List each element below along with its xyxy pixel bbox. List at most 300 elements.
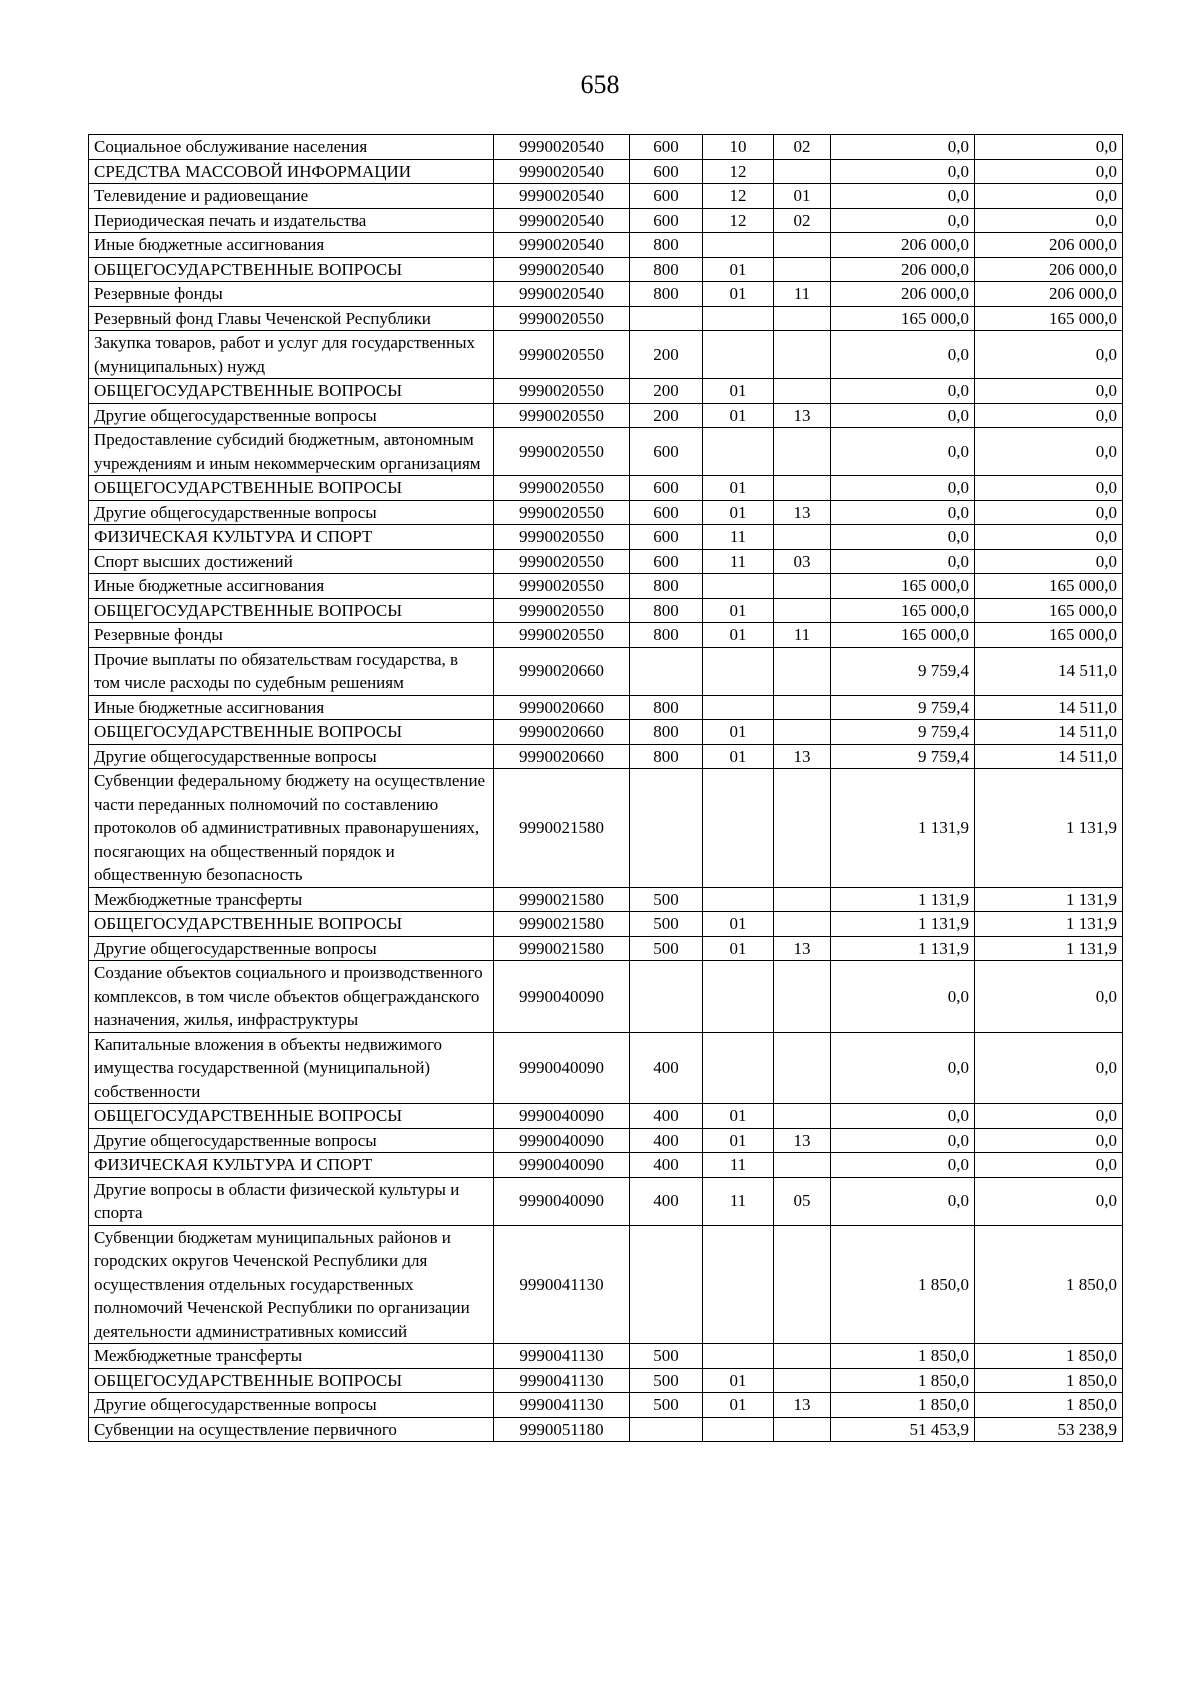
row-sum1-cell: 0,0 (831, 135, 975, 160)
row-name-cell: Субвенции бюджетам муниципальных районов и городских округов Чеченской Республики для осуществления отдельных государственных полномочий Чеченской Республики по организации деятельности административных комиссий (89, 1225, 494, 1344)
row-sum1-cell: 1 850,0 (831, 1344, 975, 1369)
row-pr-cell (774, 1225, 831, 1344)
row-name-cell: Другие общегосударственные вопросы (89, 744, 494, 769)
row-sum1-cell: 0,0 (831, 525, 975, 550)
row-sum1-cell: 0,0 (831, 1153, 975, 1178)
row-rz-cell: 11 (703, 1153, 774, 1178)
row-rz-cell: 11 (703, 525, 774, 550)
row-rz-cell: 01 (703, 1128, 774, 1153)
row-vr-cell: 800 (630, 744, 703, 769)
row-name-cell: ФИЗИЧЕСКАЯ КУЛЬТУРА И СПОРТ (89, 525, 494, 550)
table-row (89, 1344, 1123, 1369)
row-pr-cell (774, 574, 831, 599)
table-row (89, 379, 1123, 404)
row-name-cell: ОБЩЕГОСУДАРСТВЕННЫЕ ВОПРОСЫ (89, 720, 494, 745)
row-vr-cell (630, 306, 703, 331)
row-sum2-cell: 1 850,0 (975, 1225, 1123, 1344)
row-vr-cell: 600 (630, 184, 703, 209)
row-sum2-cell: 206 000,0 (975, 257, 1123, 282)
row-sum1-cell: 206 000,0 (831, 233, 975, 258)
row-rz-cell (703, 1417, 774, 1442)
row-csr-cell: 9990020550 (494, 598, 630, 623)
table-row (89, 1128, 1123, 1153)
row-pr-cell (774, 428, 831, 476)
row-name-cell: Телевидение и радиовещание (89, 184, 494, 209)
row-sum1-cell: 165 000,0 (831, 598, 975, 623)
row-sum1-cell: 1 850,0 (831, 1393, 975, 1418)
table-row (89, 306, 1123, 331)
row-sum1-cell: 0,0 (831, 1177, 975, 1225)
row-sum2-cell: 53 238,9 (975, 1417, 1123, 1442)
row-csr-cell: 9990020550 (494, 549, 630, 574)
row-vr-cell: 800 (630, 282, 703, 307)
row-pr-cell (774, 1344, 831, 1369)
row-rz-cell: 12 (703, 208, 774, 233)
row-sum2-cell: 0,0 (975, 549, 1123, 574)
row-name-cell: ОБЩЕГОСУДАРСТВЕННЫЕ ВОПРОСЫ (89, 912, 494, 937)
row-csr-cell: 9990020550 (494, 623, 630, 648)
row-pr-cell (774, 769, 831, 888)
row-pr-cell (774, 1032, 831, 1104)
row-sum2-cell: 1 131,9 (975, 912, 1123, 937)
row-rz-cell: 10 (703, 135, 774, 160)
row-sum2-cell: 0,0 (975, 525, 1123, 550)
table-row (89, 549, 1123, 574)
table-row (89, 936, 1123, 961)
row-sum2-cell: 165 000,0 (975, 598, 1123, 623)
row-sum2-cell: 0,0 (975, 428, 1123, 476)
row-rz-cell (703, 695, 774, 720)
table-row (89, 135, 1123, 160)
row-rz-cell (703, 769, 774, 888)
row-vr-cell (630, 1417, 703, 1442)
row-rz-cell: 01 (703, 1368, 774, 1393)
row-sum2-cell: 165 000,0 (975, 623, 1123, 648)
row-rz-cell: 12 (703, 184, 774, 209)
table-row (89, 598, 1123, 623)
row-name-cell: ОБЩЕГОСУДАРСТВЕННЫЕ ВОПРОСЫ (89, 257, 494, 282)
row-pr-cell: 03 (774, 549, 831, 574)
row-vr-cell: 600 (630, 208, 703, 233)
row-pr-cell: 02 (774, 208, 831, 233)
row-vr-cell: 800 (630, 623, 703, 648)
row-pr-cell: 02 (774, 135, 831, 160)
row-sum2-cell: 0,0 (975, 135, 1123, 160)
row-sum1-cell: 0,0 (831, 1032, 975, 1104)
row-pr-cell: 13 (774, 936, 831, 961)
row-vr-cell: 600 (630, 476, 703, 501)
row-name-cell: Закупка товаров, работ и услуг для государственных (муниципальных) нужд (89, 331, 494, 379)
row-vr-cell: 400 (630, 1104, 703, 1129)
table-row (89, 1177, 1123, 1225)
row-pr-cell (774, 695, 831, 720)
row-rz-cell: 01 (703, 744, 774, 769)
row-vr-cell: 600 (630, 500, 703, 525)
row-rz-cell: 01 (703, 1104, 774, 1129)
row-sum1-cell: 0,0 (831, 403, 975, 428)
row-sum1-cell: 0,0 (831, 184, 975, 209)
row-name-cell: Иные бюджетные ассигнования (89, 233, 494, 258)
row-pr-cell (774, 257, 831, 282)
budget-table-body (89, 135, 1123, 1442)
row-vr-cell (630, 1225, 703, 1344)
row-name-cell: Другие общегосударственные вопросы (89, 403, 494, 428)
table-row (89, 428, 1123, 476)
row-pr-cell (774, 912, 831, 937)
table-row (89, 525, 1123, 550)
row-sum1-cell: 1 131,9 (831, 912, 975, 937)
row-csr-cell: 9990020550 (494, 476, 630, 501)
table-row (89, 331, 1123, 379)
row-vr-cell (630, 647, 703, 695)
table-row (89, 257, 1123, 282)
row-csr-cell: 9990020660 (494, 720, 630, 745)
table-row (89, 623, 1123, 648)
row-vr-cell: 500 (630, 1393, 703, 1418)
table-row (89, 574, 1123, 599)
row-pr-cell: 13 (774, 744, 831, 769)
row-csr-cell: 9990040090 (494, 1032, 630, 1104)
row-sum2-cell: 1 850,0 (975, 1344, 1123, 1369)
row-pr-cell (774, 525, 831, 550)
row-name-cell: Иные бюджетные ассигнования (89, 574, 494, 599)
row-pr-cell (774, 1153, 831, 1178)
row-sum2-cell: 0,0 (975, 184, 1123, 209)
row-rz-cell (703, 1032, 774, 1104)
row-name-cell: Другие общегосударственные вопросы (89, 936, 494, 961)
table-row (89, 282, 1123, 307)
row-pr-cell: 05 (774, 1177, 831, 1225)
row-pr-cell (774, 720, 831, 745)
row-name-cell: Субвенции федеральному бюджету на осуществление части переданных полномочий по составлению протоколов об административных правонарушениях, посягающих на общественный порядок и общественную безопасность (89, 769, 494, 888)
row-csr-cell: 9990020660 (494, 744, 630, 769)
row-sum2-cell: 165 000,0 (975, 574, 1123, 599)
row-sum2-cell: 1 850,0 (975, 1393, 1123, 1418)
row-csr-cell: 9990020660 (494, 695, 630, 720)
table-row (89, 159, 1123, 184)
row-csr-cell: 9990051180 (494, 1417, 630, 1442)
row-sum1-cell: 9 759,4 (831, 647, 975, 695)
row-name-cell: Прочие выплаты по обязательствам государства, в том числе расходы по судебным решениям (89, 647, 494, 695)
row-name-cell: СРЕДСТВА МАССОВОЙ ИНФОРМАЦИИ (89, 159, 494, 184)
row-vr-cell: 800 (630, 720, 703, 745)
row-vr-cell: 600 (630, 159, 703, 184)
row-pr-cell: 11 (774, 623, 831, 648)
row-csr-cell: 9990021580 (494, 887, 630, 912)
row-vr-cell: 800 (630, 233, 703, 258)
row-csr-cell: 9990040090 (494, 1153, 630, 1178)
row-sum1-cell: 1 131,9 (831, 887, 975, 912)
table-row (89, 1153, 1123, 1178)
table-row (89, 1104, 1123, 1129)
row-rz-cell (703, 1344, 774, 1369)
row-sum2-cell: 0,0 (975, 1153, 1123, 1178)
row-name-cell: Субвенции на осуществление первичного (89, 1417, 494, 1442)
row-sum2-cell: 1 131,9 (975, 769, 1123, 888)
row-sum2-cell: 14 511,0 (975, 720, 1123, 745)
row-name-cell: Резервные фонды (89, 623, 494, 648)
row-name-cell: ОБЩЕГОСУДАРСТВЕННЫЕ ВОПРОСЫ (89, 1104, 494, 1129)
row-pr-cell (774, 647, 831, 695)
row-csr-cell: 9990040090 (494, 1104, 630, 1129)
row-name-cell: ОБЩЕГОСУДАРСТВЕННЫЕ ВОПРОСЫ (89, 379, 494, 404)
row-rz-cell: 01 (703, 476, 774, 501)
row-sum2-cell: 0,0 (975, 1177, 1123, 1225)
row-name-cell: Другие вопросы в области физической культуры и спорта (89, 1177, 494, 1225)
row-csr-cell: 9990040090 (494, 1177, 630, 1225)
row-sum2-cell: 206 000,0 (975, 233, 1123, 258)
row-csr-cell: 9990041130 (494, 1368, 630, 1393)
row-csr-cell: 9990020540 (494, 135, 630, 160)
row-rz-cell (703, 574, 774, 599)
row-vr-cell: 600 (630, 135, 703, 160)
row-rz-cell: 11 (703, 549, 774, 574)
row-pr-cell (774, 233, 831, 258)
row-pr-cell: 13 (774, 403, 831, 428)
row-sum1-cell: 0,0 (831, 1128, 975, 1153)
row-csr-cell: 9990020540 (494, 184, 630, 209)
row-sum1-cell: 206 000,0 (831, 257, 975, 282)
row-sum1-cell: 0,0 (831, 500, 975, 525)
row-pr-cell (774, 331, 831, 379)
row-csr-cell: 9990020540 (494, 257, 630, 282)
row-sum2-cell: 1 131,9 (975, 936, 1123, 961)
row-sum2-cell: 0,0 (975, 159, 1123, 184)
row-pr-cell: 11 (774, 282, 831, 307)
table-row (89, 403, 1123, 428)
row-vr-cell: 800 (630, 695, 703, 720)
table-row (89, 769, 1123, 888)
row-csr-cell: 9990020540 (494, 282, 630, 307)
row-sum1-cell: 0,0 (831, 549, 975, 574)
row-vr-cell: 500 (630, 936, 703, 961)
row-pr-cell: 13 (774, 1128, 831, 1153)
row-sum2-cell: 0,0 (975, 331, 1123, 379)
row-vr-cell: 500 (630, 1368, 703, 1393)
row-pr-cell (774, 1368, 831, 1393)
row-rz-cell: 01 (703, 257, 774, 282)
row-name-cell: ФИЗИЧЕСКАЯ КУЛЬТУРА И СПОРТ (89, 1153, 494, 1178)
row-vr-cell: 200 (630, 331, 703, 379)
row-rz-cell: 12 (703, 159, 774, 184)
row-csr-cell: 9990020550 (494, 500, 630, 525)
row-sum1-cell: 0,0 (831, 428, 975, 476)
row-vr-cell (630, 961, 703, 1033)
row-csr-cell: 9990020550 (494, 428, 630, 476)
row-sum1-cell: 0,0 (831, 379, 975, 404)
row-rz-cell (703, 1225, 774, 1344)
row-name-cell: ОБЩЕГОСУДАРСТВЕННЫЕ ВОПРОСЫ (89, 1368, 494, 1393)
row-vr-cell: 400 (630, 1032, 703, 1104)
row-rz-cell (703, 647, 774, 695)
table-row (89, 744, 1123, 769)
row-vr-cell: 800 (630, 257, 703, 282)
row-sum1-cell: 165 000,0 (831, 574, 975, 599)
row-name-cell: Другие общегосударственные вопросы (89, 500, 494, 525)
row-sum2-cell: 0,0 (975, 1032, 1123, 1104)
row-vr-cell: 500 (630, 887, 703, 912)
row-pr-cell (774, 159, 831, 184)
row-sum2-cell: 165 000,0 (975, 306, 1123, 331)
row-csr-cell: 9990040090 (494, 1128, 630, 1153)
row-vr-cell: 600 (630, 549, 703, 574)
row-vr-cell: 200 (630, 403, 703, 428)
row-sum2-cell: 1 131,9 (975, 887, 1123, 912)
row-pr-cell (774, 598, 831, 623)
row-sum2-cell: 0,0 (975, 208, 1123, 233)
row-vr-cell: 400 (630, 1153, 703, 1178)
row-name-cell: Другие общегосударственные вопросы (89, 1393, 494, 1418)
row-name-cell: Предоставление субсидий бюджетным, автономным учреждениям и иным некоммерческим организациям (89, 428, 494, 476)
row-csr-cell: 9990020550 (494, 306, 630, 331)
row-vr-cell: 400 (630, 1177, 703, 1225)
row-name-cell: ОБЩЕГОСУДАРСТВЕННЫЕ ВОПРОСЫ (89, 598, 494, 623)
row-rz-cell: 01 (703, 1393, 774, 1418)
row-vr-cell (630, 769, 703, 888)
row-rz-cell: 01 (703, 912, 774, 937)
table-row (89, 1368, 1123, 1393)
row-rz-cell: 01 (703, 500, 774, 525)
row-rz-cell (703, 331, 774, 379)
row-vr-cell: 600 (630, 428, 703, 476)
row-sum1-cell: 9 759,4 (831, 744, 975, 769)
row-sum1-cell: 1 850,0 (831, 1368, 975, 1393)
row-sum2-cell: 0,0 (975, 500, 1123, 525)
row-name-cell: Другие общегосударственные вопросы (89, 1128, 494, 1153)
row-name-cell: Межбюджетные трансферты (89, 887, 494, 912)
row-rz-cell (703, 428, 774, 476)
budget-table (88, 134, 1123, 1442)
row-sum1-cell: 9 759,4 (831, 695, 975, 720)
row-csr-cell: 9990041130 (494, 1393, 630, 1418)
row-pr-cell (774, 379, 831, 404)
row-sum1-cell: 9 759,4 (831, 720, 975, 745)
row-pr-cell (774, 961, 831, 1033)
row-csr-cell: 9990041130 (494, 1225, 630, 1344)
table-row (89, 500, 1123, 525)
row-sum1-cell: 51 453,9 (831, 1417, 975, 1442)
table-row (89, 720, 1123, 745)
row-vr-cell: 600 (630, 525, 703, 550)
table-row (89, 887, 1123, 912)
row-csr-cell: 9990041130 (494, 1344, 630, 1369)
row-name-cell: Периодическая печать и издательства (89, 208, 494, 233)
row-name-cell: Иные бюджетные ассигнования (89, 695, 494, 720)
row-sum1-cell: 206 000,0 (831, 282, 975, 307)
row-csr-cell: 9990020540 (494, 208, 630, 233)
row-rz-cell: 01 (703, 379, 774, 404)
table-row (89, 1032, 1123, 1104)
row-name-cell: Создание объектов социального и производственного комплексов, в том числе объектов общегражданского назначения, жилья, инфраструктуры (89, 961, 494, 1033)
row-sum2-cell: 0,0 (975, 476, 1123, 501)
row-vr-cell: 800 (630, 574, 703, 599)
row-sum1-cell: 1 850,0 (831, 1225, 975, 1344)
row-rz-cell: 01 (703, 403, 774, 428)
row-rz-cell: 11 (703, 1177, 774, 1225)
row-csr-cell: 9990020660 (494, 647, 630, 695)
row-sum2-cell: 14 511,0 (975, 647, 1123, 695)
row-csr-cell: 9990020540 (494, 233, 630, 258)
table-row (89, 695, 1123, 720)
row-pr-cell: 01 (774, 184, 831, 209)
row-rz-cell: 01 (703, 282, 774, 307)
row-csr-cell: 9990021580 (494, 912, 630, 937)
table-row (89, 647, 1123, 695)
row-sum2-cell: 0,0 (975, 403, 1123, 428)
row-sum1-cell: 0,0 (831, 159, 975, 184)
row-sum2-cell: 0,0 (975, 379, 1123, 404)
row-pr-cell (774, 1417, 831, 1442)
row-csr-cell: 9990020550 (494, 331, 630, 379)
row-rz-cell: 01 (703, 936, 774, 961)
row-sum2-cell: 14 511,0 (975, 744, 1123, 769)
row-rz-cell (703, 306, 774, 331)
row-name-cell: Резервный фонд Главы Чеченской Республики (89, 306, 494, 331)
row-sum1-cell: 0,0 (831, 331, 975, 379)
row-name-cell: Социальное обслуживание населения (89, 135, 494, 160)
row-sum1-cell: 165 000,0 (831, 623, 975, 648)
table-row (89, 1225, 1123, 1344)
row-csr-cell: 9990020550 (494, 574, 630, 599)
row-sum1-cell: 0,0 (831, 208, 975, 233)
row-sum1-cell: 1 131,9 (831, 936, 975, 961)
table-row (89, 208, 1123, 233)
row-rz-cell (703, 887, 774, 912)
row-name-cell: Капитальные вложения в объекты недвижимого имущества государственной (муниципальной) собственности (89, 1032, 494, 1104)
row-rz-cell: 01 (703, 720, 774, 745)
row-csr-cell: 9990040090 (494, 961, 630, 1033)
row-sum2-cell: 0,0 (975, 1128, 1123, 1153)
row-csr-cell: 9990020550 (494, 525, 630, 550)
row-sum2-cell: 0,0 (975, 1104, 1123, 1129)
row-pr-cell (774, 1104, 831, 1129)
table-row (89, 476, 1123, 501)
table-row (89, 184, 1123, 209)
table-row (89, 233, 1123, 258)
row-vr-cell: 800 (630, 598, 703, 623)
table-row (89, 912, 1123, 937)
row-sum2-cell: 206 000,0 (975, 282, 1123, 307)
row-csr-cell: 9990021580 (494, 769, 630, 888)
table-row (89, 1393, 1123, 1418)
row-pr-cell (774, 306, 831, 331)
row-rz-cell: 01 (703, 623, 774, 648)
page-number: 658 (580, 70, 620, 99)
row-csr-cell: 9990020540 (494, 159, 630, 184)
row-name-cell: Межбюджетные трансферты (89, 1344, 494, 1369)
row-csr-cell: 9990021580 (494, 936, 630, 961)
row-pr-cell (774, 476, 831, 501)
table-row (89, 961, 1123, 1033)
row-name-cell: ОБЩЕГОСУДАРСТВЕННЫЕ ВОПРОСЫ (89, 476, 494, 501)
row-rz-cell (703, 233, 774, 258)
row-name-cell: Резервные фонды (89, 282, 494, 307)
row-rz-cell (703, 961, 774, 1033)
row-csr-cell: 9990020550 (494, 379, 630, 404)
row-sum1-cell: 0,0 (831, 476, 975, 501)
row-sum2-cell: 14 511,0 (975, 695, 1123, 720)
row-sum1-cell: 165 000,0 (831, 306, 975, 331)
row-sum1-cell: 0,0 (831, 1104, 975, 1129)
row-sum2-cell: 1 850,0 (975, 1368, 1123, 1393)
row-pr-cell: 13 (774, 1393, 831, 1418)
row-rz-cell: 01 (703, 598, 774, 623)
row-vr-cell: 400 (630, 1128, 703, 1153)
row-name-cell: Спорт высших достижений (89, 549, 494, 574)
row-vr-cell: 500 (630, 1344, 703, 1369)
row-csr-cell: 9990020550 (494, 403, 630, 428)
row-pr-cell (774, 887, 831, 912)
